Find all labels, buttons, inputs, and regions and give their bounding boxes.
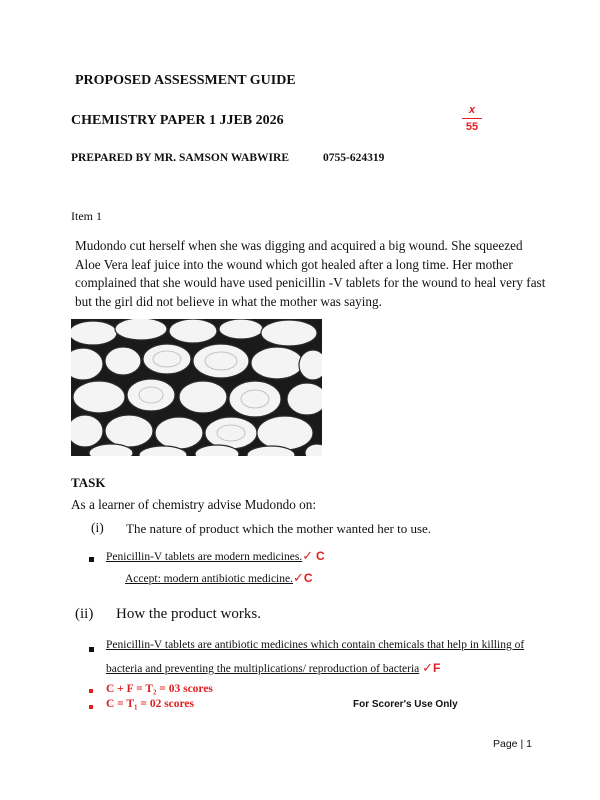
answer-ii-line2-text: bacteria and preventing the multiplications/ reproduction of bacteria <box>106 663 420 675</box>
answer-ii-line1: Penicillin-V tablets are antibiotic medicines which contain chemicals that help in killing of <box>106 639 525 651</box>
scenario-line: Mudondo cut herself when she was digging and acquired a big wound. She squeezed <box>75 238 523 253</box>
fraction-bar <box>462 118 482 119</box>
prepared-by: PREPARED BY MR. SAMSON WABWIRE <box>71 152 289 164</box>
paper-title: CHEMISTRY PAPER 1 JJEB 2026 <box>71 113 284 128</box>
check-mark-icon: ✓ <box>292 571 304 586</box>
scoring-rule-1: C + F = T₂ = 03 scores <box>106 683 213 695</box>
task-intro: As a learner of chemistry advise Mudondo on: <box>71 497 317 512</box>
answer-i-accept-text: Accept: modern antibiotic medicine. <box>125 573 293 585</box>
question-text-i: The nature of product which the mother wanted her to use. <box>126 521 432 536</box>
scenario-paragraph <box>75 237 545 311</box>
scorer-note: For Scorer's Use Only <box>353 699 458 710</box>
score-denominator: 55 <box>465 121 479 133</box>
task-heading: TASK <box>71 475 106 490</box>
bullet-icon <box>89 647 94 652</box>
check-mark-icon: ✓ <box>422 661 434 676</box>
page-number: Page | 1 <box>493 738 532 750</box>
question-number-i: (i) <box>91 520 104 535</box>
answer-i-accept <box>125 571 313 586</box>
scoring-rule-2: C = T₁ = 02 scores <box>106 698 195 710</box>
phone-number: 0755-624319 <box>323 152 385 164</box>
mark-code: F <box>433 661 441 675</box>
mark-code: C <box>315 549 325 563</box>
aloe-vera-cells-image <box>71 319 322 456</box>
score-fraction <box>462 104 482 133</box>
scenario-line: Aloe Vera leaf juice into the wound which got healed after a long time. Her mother <box>75 256 513 272</box>
scenario-line: complained that she would have used penicillin -V tablets for the wound to heal very fast <box>75 275 546 290</box>
item-label: Item 1 <box>71 209 102 223</box>
score-numerator: x <box>468 104 476 116</box>
check-mark-icon: ✓ <box>302 549 314 564</box>
scenario-line: but the girl did not believe in what the mother was saying. <box>75 293 382 309</box>
mark-code: C <box>303 571 313 585</box>
answer-i <box>106 549 325 564</box>
answer-i-text: Penicillin-V tablets are modern medicines. <box>106 551 303 563</box>
guide-title: PROPOSED ASSESSMENT GUIDE <box>75 73 296 88</box>
answer-ii-line2 <box>106 661 440 676</box>
question-text-ii: How the product works. <box>116 606 261 622</box>
question-number-ii: (ii) <box>75 606 94 622</box>
bullet-icon <box>89 705 93 709</box>
bullet-icon <box>89 689 93 693</box>
bullet-icon <box>89 557 94 562</box>
